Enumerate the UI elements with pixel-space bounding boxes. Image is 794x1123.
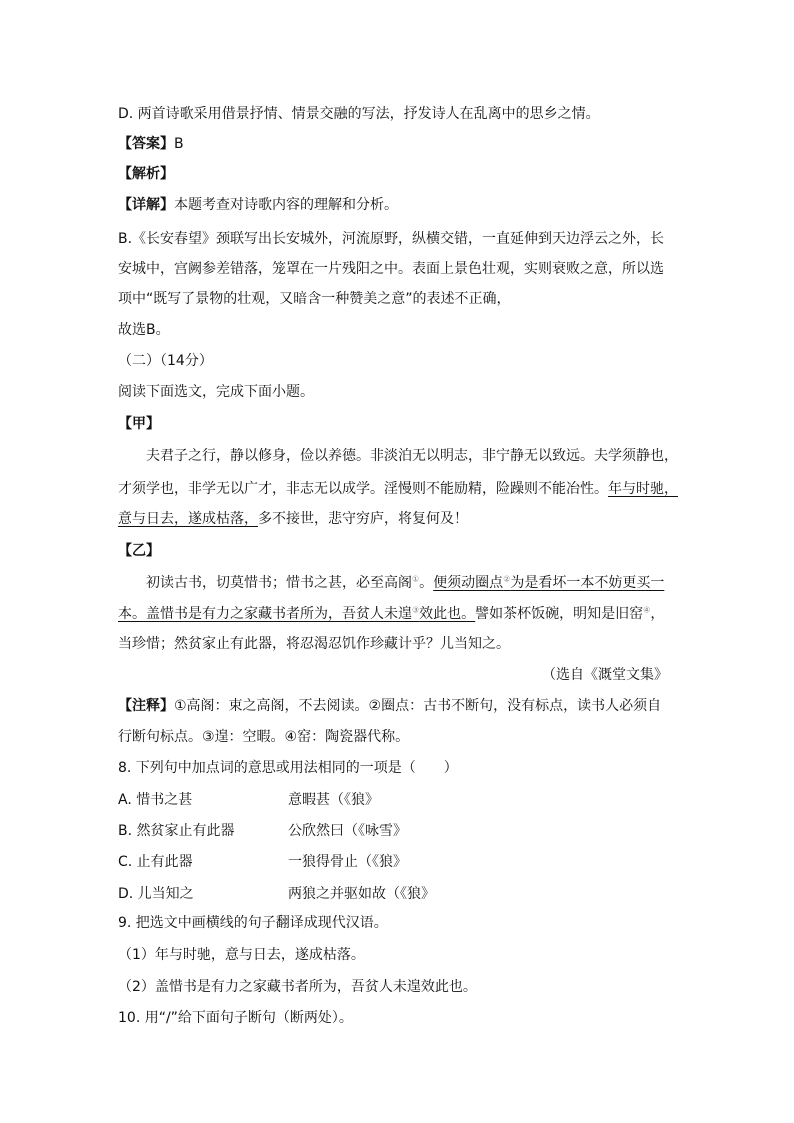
option-right: 公欣然曰（《咏雪》 — [288, 823, 407, 839]
answer-line — [118, 134, 184, 154]
passage-a-line-1: 夫君子之行，静以修身，俭以养德。非淡泊无以明志，非宁静无以致远。夫学须静也， — [146, 448, 678, 464]
question-10: 10. 用“/”给下面句子断句（断两处）。 — [118, 1010, 353, 1026]
passage-b-line-1 — [146, 573, 664, 593]
underlined-text: 便须动圈点 — [433, 575, 504, 591]
question-8: 8. 下列句中加点词的意思或用法相同的一项是（ ） — [118, 760, 458, 776]
passage-a-heading: 【甲】 — [118, 416, 160, 432]
passage-b-line-3: 当珍惜；然贫家止有此器，将忍渴忍饥作珍藏计乎？儿当知之。 — [118, 636, 510, 652]
notes-line-1 — [118, 696, 661, 716]
passage-a-line-2 — [118, 479, 678, 499]
explanation-line-1: B.《长安春望》颈联写出长安城外，河流原野，纵横交错，一直延伸到天边浮云之外，长 — [118, 231, 665, 247]
underlined-text: 效此也。 — [419, 606, 476, 622]
passage-a-text: 才须学也，非学无以广才，非志无以成学。淫慢则不能励精，险躁则不能冶性。 — [118, 481, 608, 497]
notes-text: ①高阁：束之高阁，不去阅读。②圈点：古书不断句，没有标点，读书人必须自 — [174, 698, 662, 714]
footnote-marker: ④ — [643, 605, 651, 615]
passage-b-text: 初读古书，切莫惜书；惜书之甚，必至高阁 — [146, 575, 412, 591]
option-d — [118, 884, 435, 904]
passage-b-heading: 【乙】 — [118, 543, 160, 559]
underlined-sentence: 意与日去，遂成枯落， — [118, 511, 258, 527]
option-right: 意暇甚（《狼》 — [288, 792, 379, 808]
notes-heading: 【注释】 — [118, 698, 174, 714]
option-right: 一狼得骨止（《狼》 — [288, 854, 407, 870]
notes-line-2: 行断句标点。③遑：空暇。④窑：陶瓷器代称。 — [118, 729, 410, 745]
underlined-sentence: 年与时驰， — [608, 481, 678, 497]
footnote-marker: ③ — [412, 605, 420, 615]
detail-line — [118, 195, 398, 215]
option-b — [118, 821, 407, 841]
option-left: B. 然贫家止有此器 — [118, 823, 235, 839]
detail-heading: 【详解】 — [118, 197, 174, 213]
option-left: D. 儿当知之 — [118, 886, 194, 902]
question-9-part-2: （2）盖惜书是有力之家藏书者所为，吾贫人未遑效此也。 — [118, 979, 477, 995]
explanation-line-2: 安城中，宫阙参差错落，笼罩在一片残阳之中。表面上景色壮观，实则衰败之意，所以选 — [118, 261, 664, 277]
question-9-part-1: （1）年与时驰，意与日去，遂成枯落。 — [118, 947, 365, 963]
passage-b-line-2 — [118, 604, 664, 624]
question-9: 9. 把选文中画横线的句子翻译成现代汉语。 — [118, 915, 388, 931]
underlined-sentence — [433, 575, 664, 591]
underlined-text: 本。盖惜书是有力之家藏书者所为，吾贫人未遑 — [118, 606, 412, 622]
source-citation: （选自《溉堂文集》 — [542, 667, 668, 683]
option-a — [118, 790, 379, 810]
footnote-marker: ① — [412, 574, 420, 584]
passage-b-text: ， — [650, 606, 665, 622]
explanation-line-3: 项中“既写了景物的壮观，又暗含一种赞美之意”的表述不正确， — [118, 291, 511, 307]
option-left: C. 止有此器 — [118, 854, 193, 870]
conclusion-line: 故选B。 — [118, 322, 170, 338]
passage-b-text: 譬如茶杯饭碗，明知是旧窑 — [475, 606, 644, 622]
option-d-line: D. 两首诗歌采用借景抒情、情景交融的写法，抒发诗人在乱离中的思乡之情。 — [118, 106, 600, 122]
option-left: A. 惜书之甚 — [118, 792, 193, 808]
section-heading: （二）（14分） — [118, 353, 213, 369]
answer-heading: 【答案】 — [118, 136, 174, 152]
footnote-marker: ② — [503, 574, 511, 584]
underlined-text: 为是看坏一本不妨更买一 — [510, 575, 665, 591]
detail-text: 本题考查对诗歌内容的理解和分析。 — [174, 197, 398, 213]
passage-a-text: 多不接世，悲守穷庐，将复何及！ — [258, 511, 468, 527]
underlined-sentence — [118, 606, 475, 622]
answer-value: B — [174, 136, 184, 152]
instruction-line: 阅读下面选文，完成下面小题。 — [118, 384, 314, 400]
passage-b-text: 。 — [419, 575, 434, 591]
analysis-heading: 【解析】 — [118, 166, 174, 182]
passage-a-line-3 — [118, 509, 468, 529]
option-c — [118, 852, 407, 872]
option-right: 两狼之并驱如故（《狼》 — [288, 886, 435, 902]
